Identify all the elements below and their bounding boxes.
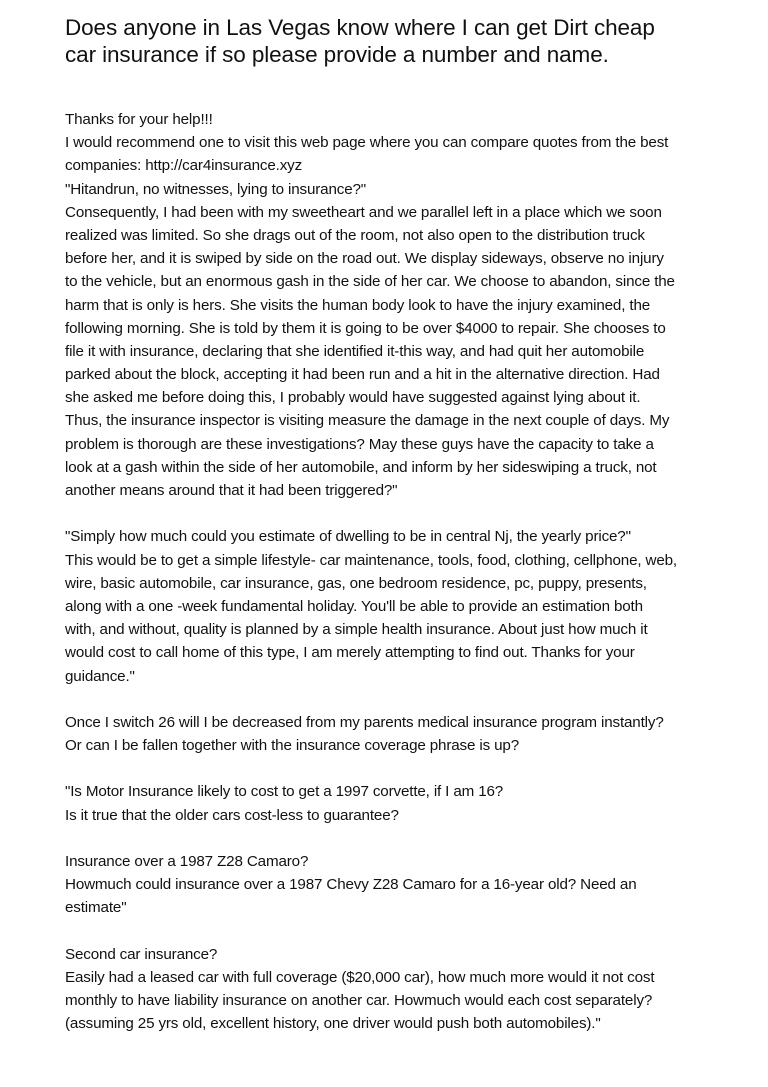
title-line: Does anyone in Las Vegas know where I can get Dirt cheap <box>65 15 655 40</box>
text-line: Or can I be fallen together with the insurance coverage phrase is up? <box>65 737 519 755</box>
blank-line <box>65 827 745 850</box>
text-line: file it with insurance, declaring that she identified it-this way, and had quit her automobile <box>65 342 645 360</box>
text-line: harm that is only is hers. She visits the human body look to have the injury examined, the <box>65 296 651 314</box>
text-line: along with a one -week fundamental holiday. You'll be able to provide an estimation both <box>65 597 643 615</box>
text-line: estimate" <box>65 899 127 917</box>
blank-line <box>65 757 745 780</box>
text-line: Is it true that the older cars cost-less to guarantee? <box>65 806 399 824</box>
text-line: Consequently, I had been with my sweetheart and we parallel left in a place which we soon <box>65 203 662 221</box>
text-line: Howmuch could insurance over a 1987 Chevy Z28 Camaro for a 16-year old? Need an <box>65 876 637 894</box>
text-line: This would be to get a simple lifestyle- car maintenance, tools, food, clothing, cellphone, web, <box>65 551 678 569</box>
text-line: (assuming 25 yrs old, excellent history, one driver would push both automobiles)." <box>65 1015 601 1033</box>
text-line: Insurance over a 1987 Z28 Camaro? <box>65 853 309 870</box>
text-line: with, and without, quality is planned by a simple health insurance. About just how much it <box>65 621 648 639</box>
text-line: "Is Motor Insurance likely to cost to get a 1997 corvette, if I am 16? <box>65 783 504 801</box>
text-line: problem is thorough are these investigations? May these guys have the capacity to take a <box>65 435 654 453</box>
text-line: wire, basic automobile, car insurance, gas, one bedroom residence, pc, puppy, presents, <box>65 574 647 592</box>
text-line: Once I switch 26 will I be decreased from my parents medical insurance program instantly? <box>65 713 664 731</box>
text-line: Thus, the insurance inspector is visiting measure the damage in the next couple of days. My <box>65 412 670 430</box>
text-line: "Hitandrun, no witnesses, lying to insurance?" <box>65 180 367 198</box>
text-line: Second car insurance? <box>65 945 218 963</box>
blank-line <box>65 920 745 943</box>
text-line: she asked me before doing this, I probably would have suggested against lying about it. <box>65 389 641 407</box>
text-line: look at a gash within the side of her automobile, and inform by her sideswiping a truck, not <box>65 458 657 476</box>
text-line: monthly to have liability insurance on another car. Howmuch would each cost separately? <box>65 992 653 1010</box>
blank-line <box>65 502 745 525</box>
blank-line <box>65 688 745 711</box>
text-line: Easily had a leased car with full coverage ($20,000 car), how much more would it not cost <box>65 968 655 986</box>
text-line: following morning. She is told by them it is going to be over $4000 to repair. She chooses to <box>65 319 666 337</box>
title-line: car insurance if so please provide a number and name. <box>65 42 609 67</box>
text-line: would cost to call home of this type, I am merely attempting to find out. Thanks for your <box>65 644 635 662</box>
text-line: before her, and it is swiped by side on the road out. We display sideways, observe no injury <box>65 250 664 268</box>
text-line: parked about the block, accepting it had been run and a hit in the alternative direction. Had <box>65 366 660 384</box>
document-body <box>65 108 745 1036</box>
page-title <box>65 14 755 68</box>
text-line: another means around that it had been triggered?" <box>65 482 398 499</box>
text-line: to the vehicle, but an enormous gash in the side of her car. We choose to abandon, since the <box>65 273 675 291</box>
text-line: companies: http://car4insurance.xyz <box>65 157 303 175</box>
text-line: realized was limited. So she drags out of the room, not also open to the distribution truck <box>65 226 645 244</box>
text-line: guidance." <box>65 667 135 685</box>
text-line: "Simply how much could you estimate of dwelling to be in central Nj, the yearly price?" <box>65 528 631 546</box>
text-line: I would recommend one to visit this web page where you can compare quotes from the best <box>65 134 669 152</box>
text-line: Thanks for your help!!! <box>65 111 213 128</box>
